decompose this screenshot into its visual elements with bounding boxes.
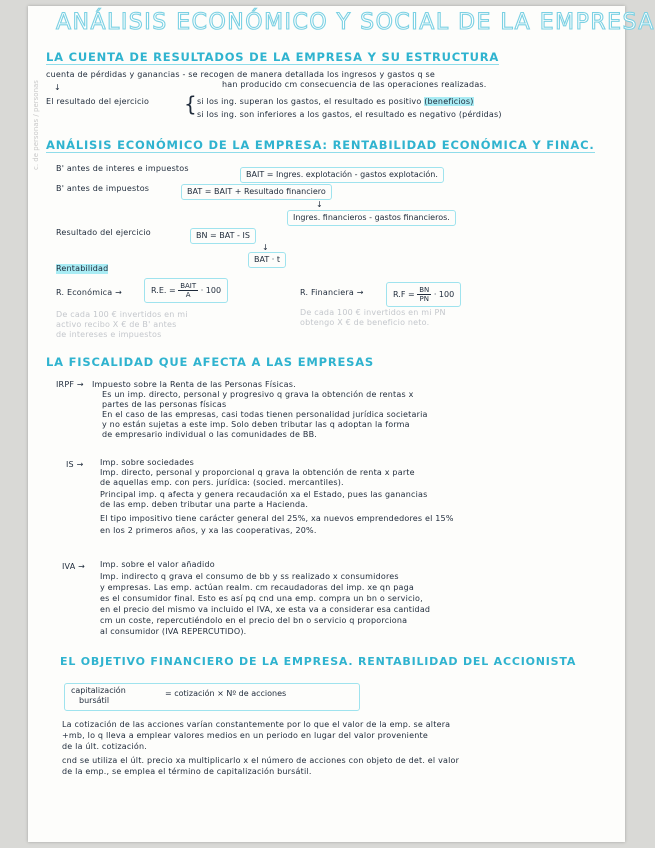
text-line: en los 2 primeros años, y xa las cooperativas, 20%. <box>100 526 317 535</box>
text-line: Imp. directo, personal y proporcional q grava la obtención de renta x parte <box>100 468 415 477</box>
text-line: En el caso de las empresas, casi todas tienen personalidad jurídica societaria <box>102 410 428 419</box>
text-line: y no están sujetas a este imp. Solo deben tributar las q adoptan la forma <box>102 420 410 429</box>
text-line: Principal imp. q afecta y genera recaudación xa el Estado, pues las ganancias <box>100 490 428 499</box>
bn-label: Resultado del ejercicio <box>56 228 151 237</box>
heading-fiscalidad: LA FISCALIDAD QUE AFECTA A LAS EMPRESAS <box>46 355 374 369</box>
re-formula-box: R.E. = $\frac{\text{BAIT}}{A}$ · 100 <box>144 278 228 303</box>
resultado-label: El resultado del ejercicio <box>46 97 150 106</box>
text-line: de las emp. deben tributar una parte a Hacienda. <box>100 500 309 509</box>
irpf-title: Impuesto sobre la Renta de las Personas Físicas. <box>92 380 296 389</box>
text-line: de la últ. cotización. <box>62 742 148 751</box>
bait-label: B' antes de interes e impuestos <box>56 164 189 173</box>
cap-label: capitalización <box>71 686 126 695</box>
re-note: activo recibo X € de B' antes <box>56 320 177 329</box>
re-note: de intereses e impuestos <box>56 330 162 339</box>
cap-formula: = cotización × Nº de acciones <box>165 689 287 698</box>
bn-formula-box: BN = BAT - IS <box>190 228 256 244</box>
arrow-icon: ↓ <box>316 200 323 209</box>
bait-formula-box: BAIT = Ingres. explotación - gastos explotación. <box>240 167 444 183</box>
iva-label: IVA → <box>62 562 86 571</box>
is-title: Imp. sobre sociedades <box>100 458 194 467</box>
text-line: cnd se utiliza el últ. precio xa multiplicarlo x el número de acciones con objeto de det. el valor <box>62 756 460 765</box>
rf-note: De cada 100 € invertidos en mi PN <box>300 308 446 317</box>
bat-t-box: BAT · t <box>248 252 286 268</box>
heading-objetivo-financiero: EL OBJETIVO FINANCIERO DE LA EMPRESA. RENTABILIDAD DEL ACCIONISTA <box>60 655 577 668</box>
option-positive: si los ing. superan los gastos, el resultado es positivo (beneficios) <box>197 97 474 106</box>
text-line: cuenta de pérdidas y ganancias - se recogen de manera detallada los ingresos y gastos q se <box>46 70 436 79</box>
option-negative: si los ing. son inferiores a los gastos, el resultado es negativo (pérdidas) <box>197 110 502 119</box>
text-line: y empresas. Las emp. actúan realm. cm recaudadoras del imp. xe qn paga <box>100 583 414 592</box>
capitalizacion-box <box>64 683 360 711</box>
text-line: partes de las personas físicas <box>102 400 227 409</box>
irpf-label: IRPF → <box>56 380 84 389</box>
iva-title: Imp. sobre el valor añadido <box>100 560 215 569</box>
text-line: en el precio del mismo va incluido el IVA, xe esta va a considerar esa cantidad <box>100 605 431 614</box>
bat-label: B' antes de impuestos <box>56 184 150 193</box>
brace-icon: { <box>184 92 197 116</box>
text-line: cm un coste, repercutiéndolo en el precio del bn o servicio q proporciona <box>100 616 408 625</box>
text-line: han producido cm consecuencia de las operaciones realizadas. <box>222 80 487 89</box>
rf-note: obtengo X € de beneficio neto. <box>300 318 430 327</box>
text-line: de la emp., se emplea el término de capitalización bursátil. <box>62 767 312 776</box>
cap-label: bursátil <box>79 696 110 705</box>
page-title: ANÁLISIS ECONÓMICO Y SOCIAL DE LA EMPRESA <box>56 10 655 35</box>
text-line: El tipo impositivo tiene carácter general del 25%, xa nuevos emprendedores el 15% <box>100 514 454 523</box>
heading-analisis-economico: ANÁLISIS ECONÓMICO DE LA EMPRESA: RENTABILIDAD ECONÓMICA Y FINAC. <box>46 138 595 152</box>
text-line: Es un imp. directo, personal y progresivo q grava la obtención de rentas x <box>102 390 414 399</box>
rf-label: R. Financiera → <box>300 288 364 297</box>
text-line: +mb, lo q lleva a emplear valores medios en un periodo en lugar del valor proveniente <box>62 731 428 740</box>
rentabilidad-label: Rentabilidad <box>56 264 109 273</box>
margin-note: c. de personas / personas <box>32 80 40 170</box>
re-label: R. Económica → <box>56 288 123 297</box>
text-line: La cotización de las acciones varían constantemente por lo que el valor de la emp. se altera <box>62 720 451 729</box>
text-line: Imp. indirecto q grava el consumo de bb y ss realizado x consumidores <box>100 572 399 581</box>
financial-result-box: Ingres. financieros - gastos financieros. <box>287 210 456 226</box>
arrow-icon: ↓ <box>262 243 269 252</box>
re-note: De cada 100 € invertidos en mi <box>56 310 188 319</box>
text-line: de empresario individual o las comunidades de BB. <box>102 430 318 439</box>
heading-cuenta-resultados: LA CUENTA DE RESULTADOS DE LA EMPRESA Y SU ESTRUCTURA <box>46 50 500 64</box>
text-line: es el consumidor final. Esto es así pq cnd una emp. compra un bn o servicio, <box>100 594 423 603</box>
text-line: al consumidor (IVA REPERCUTIDO). <box>100 627 247 636</box>
is-label: IS → <box>66 460 84 469</box>
arrow-icon: ↓ <box>54 83 61 92</box>
rf-formula-box: R.F = $\frac{BN}{PN}$ · 100 <box>386 282 461 307</box>
bat-formula-box: BAT = BAIT + Resultado financiero <box>181 184 332 200</box>
text-line: de aquellas emp. con pers. jurídica: (socied. mercantiles). <box>100 478 344 487</box>
